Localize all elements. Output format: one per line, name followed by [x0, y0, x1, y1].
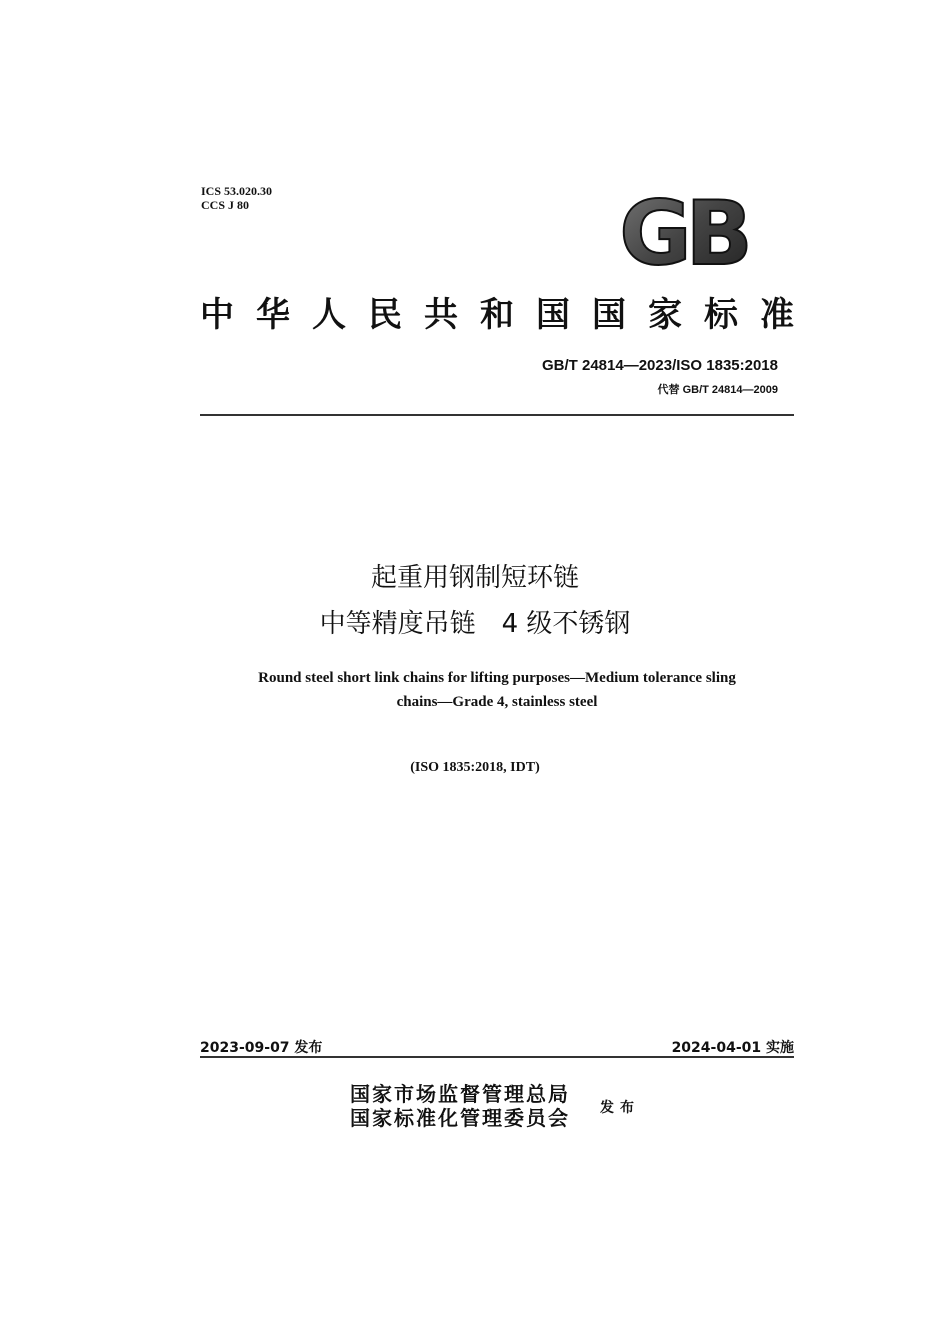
implementation-date: 2024-04-01 实施 [671, 1040, 794, 1056]
issuer-line-2: 国家标准化管理委员会 [350, 1106, 570, 1130]
english-title-line-2: chains—Grade 4, stainless steel [396, 694, 598, 710]
ics-code: ICS 53.020.30 [201, 184, 273, 198]
footer-divider [200, 1056, 794, 1058]
chinese-title-line-1: 起重用钢制短环链 [370, 563, 579, 593]
english-title [200, 666, 794, 714]
standard-number: GB/T 24814—2023/ISO 1835:2018 [542, 357, 778, 374]
issue-date: 2023-09-07 发布 [200, 1040, 323, 1056]
english-title-line-1: Round steel short link chains for lifting purposes—Medium tolerance sling [258, 670, 736, 686]
adoption-note: (ISO 1835:2018, IDT) [410, 760, 540, 775]
ccs-code: CCS J 80 [201, 198, 250, 212]
issuing-authorities [350, 1082, 570, 1130]
replaces-standard: 代替 GB/T 24814—2009 [657, 384, 778, 396]
header-divider [200, 414, 794, 416]
issuer-line-1: 国家市场监督管理总局 [350, 1082, 570, 1106]
publish-label: 发布 [600, 1100, 640, 1116]
gb-logo-text: GB [619, 192, 747, 270]
chinese-title-line-2: 中等精度吊链 4 级不锈钢 [319, 609, 631, 639]
chinese-title [0, 555, 950, 647]
classification-codes [201, 184, 272, 212]
gb-logo [610, 192, 756, 270]
national-standard-title: 中华人民共和国国家标准 [200, 295, 796, 335]
